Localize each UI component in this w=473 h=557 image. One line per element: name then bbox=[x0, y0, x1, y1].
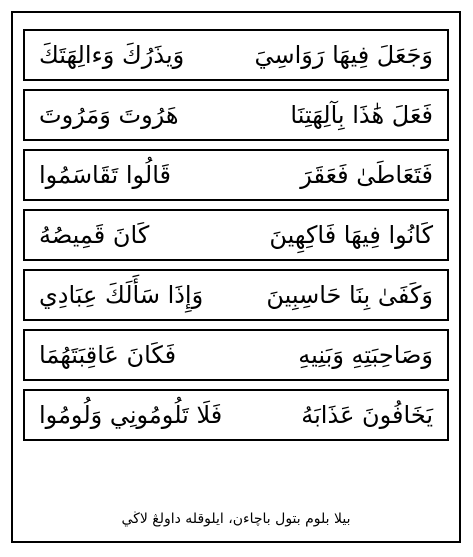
example-left: وَصَاحِبَتِهِ وَبَنِيهِ bbox=[298, 341, 433, 369]
example-right: هَرُوتَ وَمَرُوتَ bbox=[39, 101, 179, 129]
example-right: كَانَ قَمِيصُهُ bbox=[39, 221, 150, 249]
example-left: وَجَعَلَ فِيهَا رَوَاسِيَ bbox=[254, 41, 433, 69]
page-frame bbox=[11, 11, 461, 543]
example-left: وَكَفَىٰ بِنَا حَاسِبِينَ bbox=[266, 281, 433, 309]
examples-table bbox=[23, 29, 449, 441]
example-right: فَكَانَ عَاقِبَتَهُمَا bbox=[39, 341, 177, 369]
caption: بيلا بلوم بتول باچاءن، ايلوقله داولڠ لاڬي bbox=[121, 511, 351, 527]
example-right: وَإِذَا سَأَلَكَ عِبَادِي bbox=[39, 281, 204, 309]
example-left: فَتَعَاطَىٰ فَعَقَرَ bbox=[300, 161, 433, 189]
example-row bbox=[23, 389, 449, 441]
example-left: يَخَافُونَ عَذَابَهُ bbox=[301, 401, 433, 429]
example-right: وَيذَرُكَ وَءالِهَتَكَ bbox=[39, 41, 185, 69]
example-row bbox=[23, 89, 449, 141]
example-left: كَانُوا فِيهَا فَاكِهِينَ bbox=[269, 221, 433, 249]
example-row bbox=[23, 329, 449, 381]
example-row bbox=[23, 209, 449, 261]
example-left: فَعَلَ هَٰذَا بِآلِهَتِنَا bbox=[290, 101, 433, 129]
example-row bbox=[23, 29, 449, 81]
example-right: قَالُوا تَقَاسَمُوا bbox=[39, 161, 171, 189]
example-row bbox=[23, 149, 449, 201]
example-right: فَلَا تَلُومُونِي وَلُومُوا bbox=[39, 401, 223, 429]
example-row bbox=[23, 269, 449, 321]
